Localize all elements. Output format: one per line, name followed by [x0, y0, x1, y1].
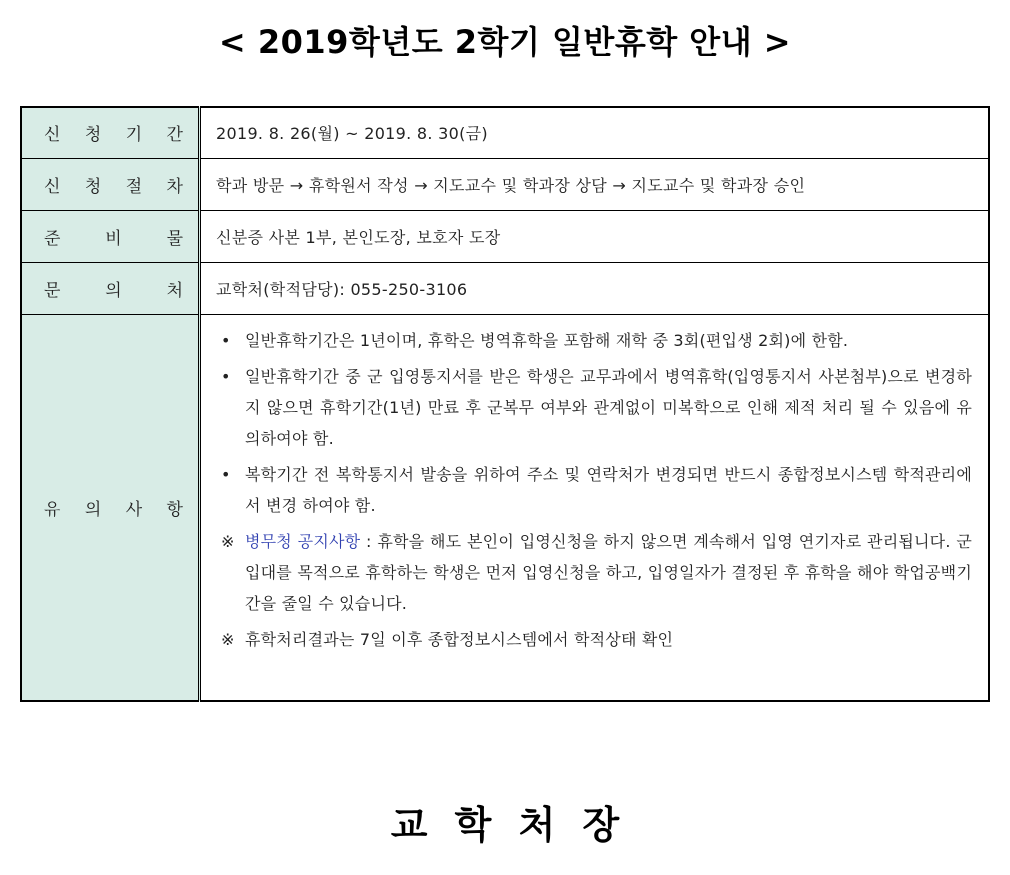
row-label — [22, 276, 198, 301]
reference-mark-icon: ※ — [221, 630, 235, 650]
label-char: 절 — [125, 176, 143, 197]
notes-list — [200, 315, 990, 701]
note-item — [217, 526, 972, 619]
note-item — [217, 624, 972, 655]
row-label — [22, 495, 198, 520]
page-title: < 2019학년도 2학기 일반휴학 안내 > — [218, 23, 792, 61]
label-char: 비 — [105, 228, 122, 249]
label-char: 신 — [44, 176, 61, 197]
label-char: 물 — [166, 228, 183, 249]
notice-table — [20, 106, 990, 702]
row-label — [22, 172, 198, 197]
label-char: 의 — [84, 500, 102, 521]
label-char: 문 — [44, 281, 61, 302]
label-char: 차 — [166, 176, 183, 197]
label-char: 기 — [125, 125, 143, 146]
row-value: 교학처(학적담당): 055-250-3106 — [200, 263, 990, 315]
row-label-cell — [21, 158, 200, 210]
row-label-cell — [21, 263, 200, 315]
label-char: 항 — [166, 500, 183, 521]
label-char: 준 — [44, 228, 61, 249]
note-text — [245, 526, 972, 619]
label-char: 신 — [44, 125, 61, 146]
note-item — [217, 325, 972, 356]
label-char: 사 — [125, 500, 143, 521]
bullet-icon: • — [221, 465, 231, 485]
label-char: 유 — [44, 500, 61, 521]
label-char: 간 — [166, 125, 183, 146]
row-label — [22, 224, 198, 249]
reference-mark-icon: ※ — [221, 532, 235, 552]
row-label-cell — [21, 315, 200, 701]
row-value: 학과 방문 → 휴학원서 작성 → 지도교수 및 학과장 상담 → 지도교수 및 학과장 승인 — [200, 158, 990, 210]
bullet-icon: • — [221, 331, 231, 351]
military-notice-link[interactable]: 병무청 공지사항 — [245, 532, 361, 552]
row-label-cell — [21, 107, 200, 158]
label-char: 의 — [105, 281, 122, 302]
note-text: 일반휴학기간 중 군 입영통지서를 받은 학생은 교무과에서 병역휴학(입영통지서 사본첨부)으로 변경하지 않으면 휴학기간(1년) 만료 후 군복무 여부와 관계없이 미복학으로 인해 제적 처리 될 수 있음에 유의하여야 함. — [245, 367, 972, 449]
note-text: 일반휴학기간은 1년이며, 휴학은 병역휴학을 포함해 재학 중 3회(편입생 2회)에 한함. — [245, 331, 849, 351]
row-contact — [21, 263, 989, 315]
row-value: 신분증 사본 1부, 본인도장, 보호자 도장 — [200, 210, 990, 262]
note-text: 복학기간 전 복학통지서 발송을 위하여 주소 및 연락처가 변경되면 반드시 종합정보시스템 학적관리에서 변경 하여야 함. — [245, 465, 972, 516]
row-value: 2019. 8. 26(월) ~ 2019. 8. 30(금) — [200, 107, 990, 158]
row-label — [22, 120, 198, 145]
signature: 교 학 처 장 — [390, 803, 620, 847]
label-char: 처 — [166, 281, 183, 302]
row-application-period — [21, 107, 989, 158]
note-item — [217, 459, 972, 521]
row-notes — [21, 315, 989, 701]
note-item — [217, 361, 972, 454]
note-text: 휴학처리결과는 7일 이후 종합정보시스템에서 학적상태 확인 — [245, 630, 674, 650]
bullet-icon: • — [221, 367, 231, 387]
label-char: 청 — [84, 125, 102, 146]
row-label-cell — [21, 210, 200, 262]
row-application-procedure — [21, 158, 989, 210]
label-char: 청 — [84, 176, 102, 197]
note-body: : 휴학을 해도 본인이 입영신청을 하지 않으면 계속해서 입영 연기자로 관리됩니다. 군 입대를 목적으로 휴학하는 학생은 먼저 입영신청을 하고, 입영일자가 결정된 후 휴학을 해야 학업공백기간을 줄일 수 있습니다. — [245, 532, 972, 614]
row-required-items — [21, 210, 989, 262]
